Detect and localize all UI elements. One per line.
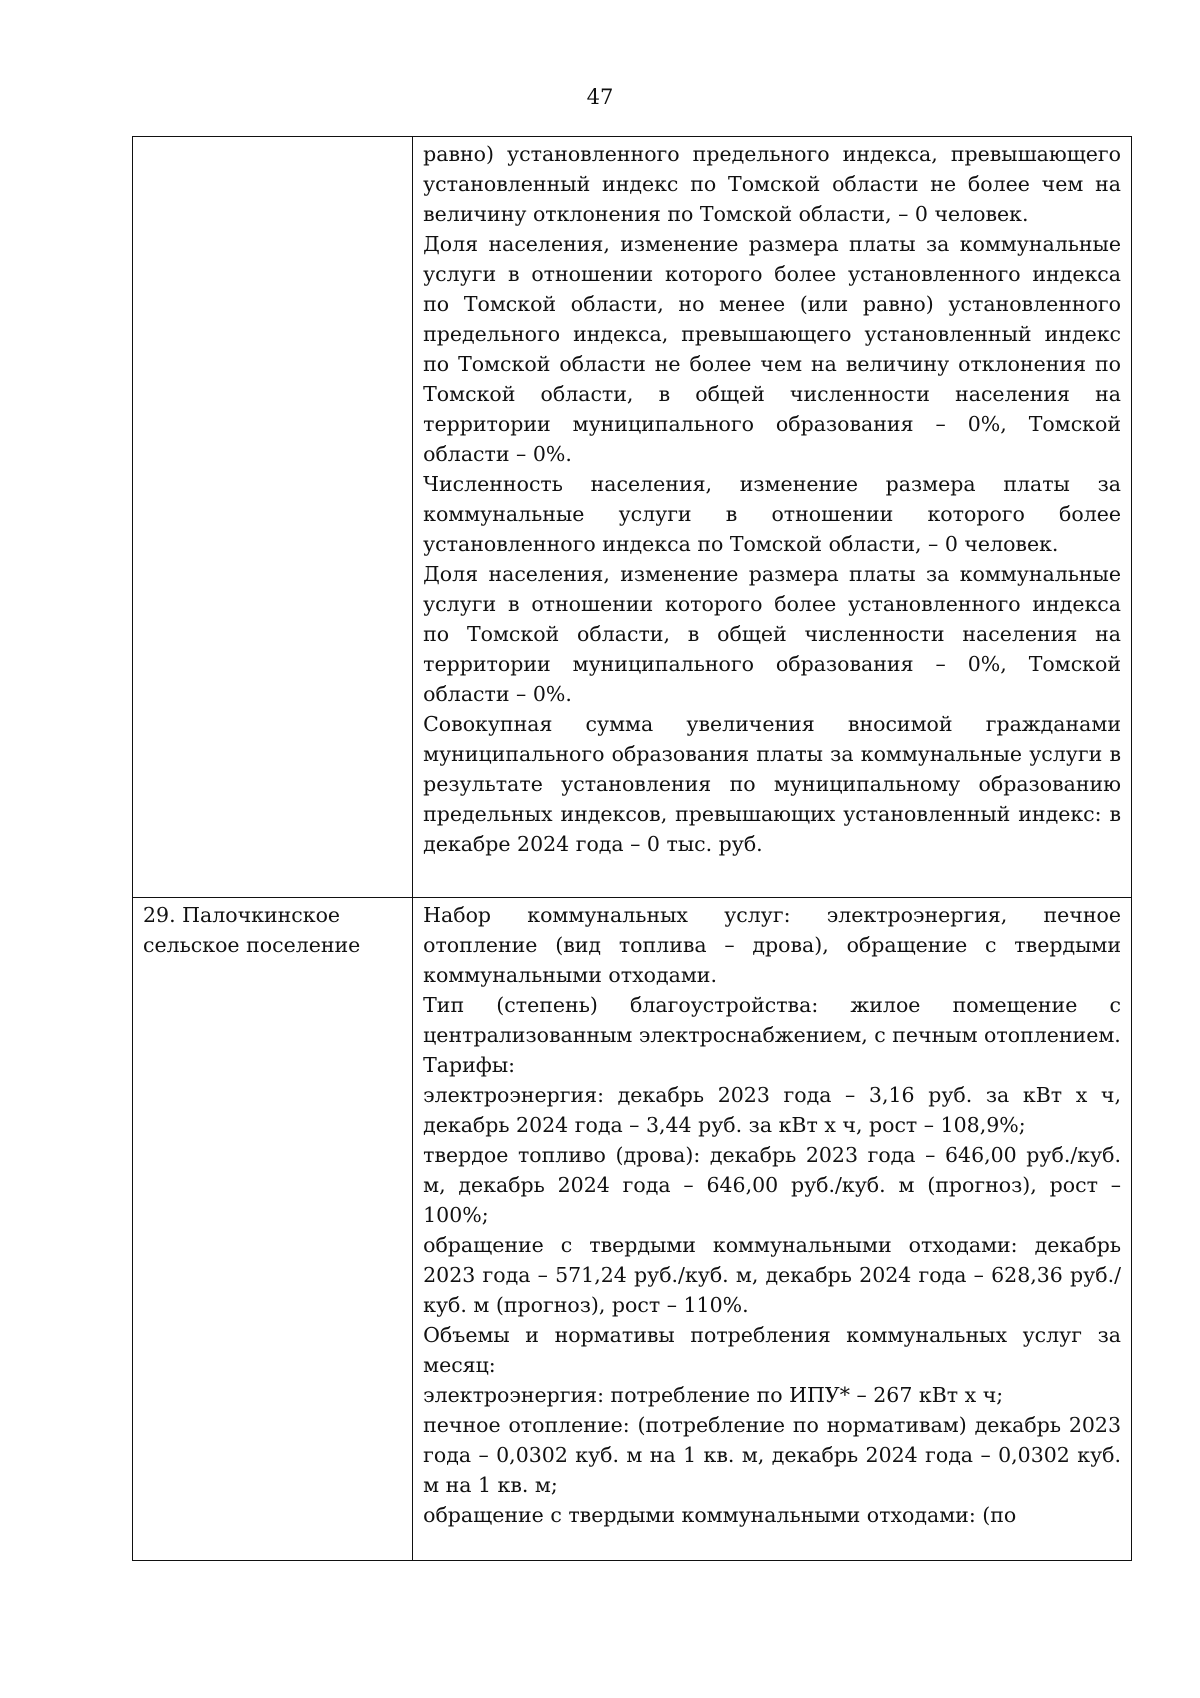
municipality-cell	[133, 898, 413, 1561]
paragraph: Совокупная сумма увеличения вносимой гражданами муниципального образования платы за коммунальные услуги в результате установления по муниципальному образованию предельных индексов, превышающих установленный индекс: в декабре 2024 года – 0 тыс. руб.	[423, 712, 1121, 856]
paragraph: Тарифы:	[423, 1053, 516, 1077]
paragraph: твердое топливо (дрова): декабрь 2023 года – 646,00 руб./куб. м, декабрь 2024 года – 646,00 руб./куб. м (прогноз), рост – 100%;	[423, 1143, 1121, 1227]
paragraph: Набор коммунальных услуг: электроэнергия, печное отопление (вид топлива – дрова), обращение с твердыми коммунальными отходами.	[423, 903, 1121, 987]
paragraph: электроэнергия: потребление по ИПУ* – 267 кВт х ч;	[423, 1383, 1004, 1407]
description-cell	[413, 898, 1132, 1561]
page-number: 47	[586, 85, 614, 109]
paragraph: Доля населения, изменение размера платы за коммунальные услуги в отношении которого более установленного индекса по Томской области, в общей численности населения на территории муниципального образования – 0%, Томской области – 0%.	[423, 562, 1121, 706]
paragraph: Численность населения, изменение размера платы за коммунальные услуги в отношении которого более установленного индекса по Томской области, – 0 человек.	[423, 472, 1121, 556]
description-cell	[413, 137, 1132, 898]
paragraph: Объемы и нормативы потребления коммунальных услуг за месяц:	[423, 1323, 1121, 1377]
document-table	[132, 136, 1132, 1561]
paragraph: электроэнергия: декабрь 2023 года – 3,16 руб. за кВт х ч, декабрь 2024 года – 3,44 руб. за кВт х ч, рост – 108,9%;	[423, 1083, 1121, 1137]
paragraph: равно) установленного предельного индекса, превышающего установленный индекс по Томской области не более чем на величину отклонения по Томской области, – 0 человек.	[423, 142, 1121, 226]
paragraph: Тип (степень) благоустройства: жилое помещение с централизованным электроснабжением, с печным отоплением.	[423, 993, 1121, 1047]
paragraph: обращение с твердыми коммунальными отходами: (по	[423, 1503, 1017, 1527]
municipality-cell	[133, 137, 413, 898]
paragraph: обращение с твердыми коммунальными отходами: декабрь 2023 года – 571,24 руб./куб. м, декабрь 2024 года – 628,36 руб./куб. м (прогноз), рост – 110%.	[423, 1233, 1121, 1317]
paragraph: печное отопление: (потребление по нормативам) декабрь 2023 года – 0,0302 куб. м на 1 кв. м, декабрь 2024 года – 0,0302 куб. м на 1 кв. м;	[423, 1413, 1121, 1497]
table-row	[133, 137, 1132, 898]
table-row	[133, 898, 1132, 1561]
municipality-name: 29. Палочкинское сельское поселение	[143, 903, 361, 957]
paragraph: Доля населения, изменение размера платы за коммунальные услуги в отношении которого более установленного индекса по Томской области, но менее (или равно) установленного предельного индекса, превышающего установленный индекс по Томской области не более чем на величину отклонения по Томской области, в общей численности населения на территории муниципального образования – 0%, Томской области – 0%.	[423, 232, 1121, 466]
